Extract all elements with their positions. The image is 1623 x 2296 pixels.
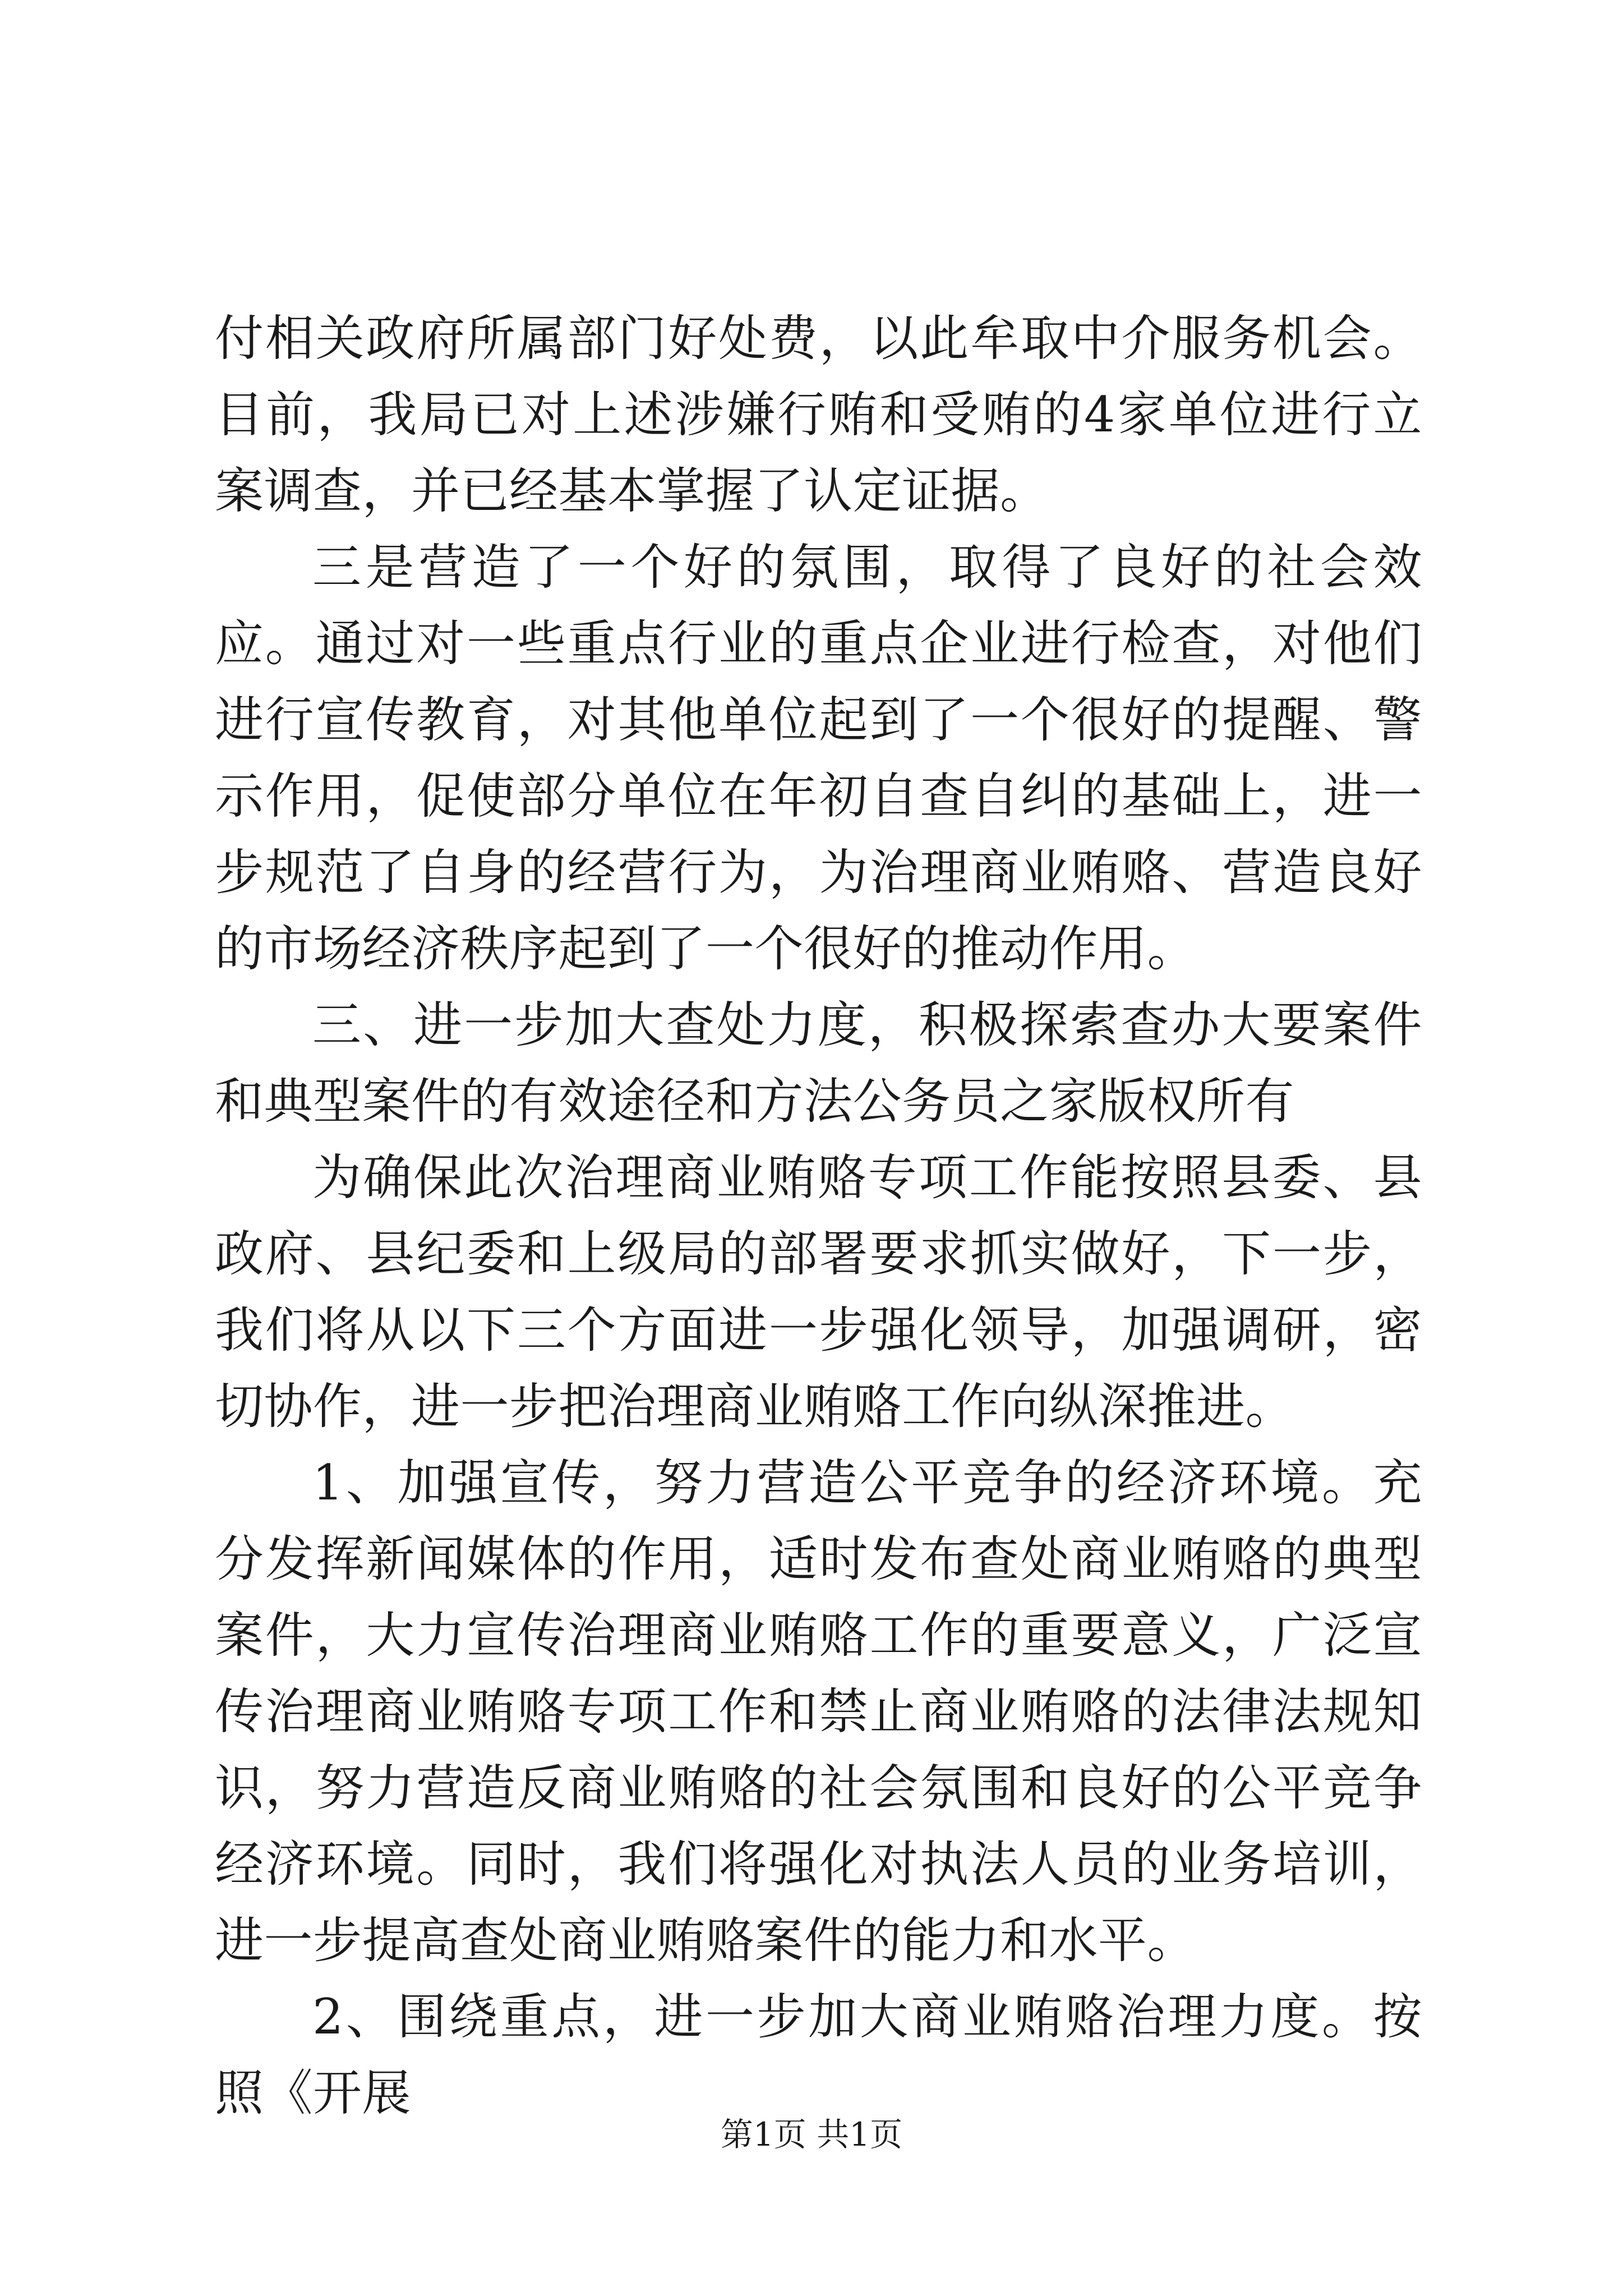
paragraph-continuation: 付相关政府所属部门好处费，以此牟取中介服务机会。目前，我局已对上述涉嫌行贿和受贿的4家单位进行立案调查，并已经基本掌握了认定证据。 bbox=[215, 310, 1422, 519]
document-body bbox=[215, 300, 1422, 2131]
paragraph-next-steps: 为确保此次治理商业贿赂专项工作能按照县委、县政府、县纪委和上级局的部署要求抓实做好，下一步，我们将从以下三个方面进一步强化领导，加强调研，密切协作，进一步把治理商业贿赂工作向纵深推进。 bbox=[215, 1149, 1422, 1435]
paragraph-item-2: 2、围绕重点，进一步加大商业贿赂治理力度。按照《开展 bbox=[215, 1988, 1422, 2122]
page-footer bbox=[0, 2112, 1623, 2157]
paragraph-social-effect: 三是营造了一个好的氛围，取得了良好的社会效应。通过对一些重点行业的重点企业进行检查，对他们进行宣传教育，对其他单位起到了一个很好的提醒、警示作用，促使部分单位在年初自查自纠的基础上，进一步规范了自身的经营行为，为治理商业贿赂、营造良好的市场经济秩序起到了一个很好的推动作用。 bbox=[215, 539, 1422, 977]
page-number-indicator: 第1页 共1页 bbox=[720, 2115, 903, 2154]
paragraph-item-1: 1、加强宣传，努力营造公平竞争的经济环境。充分发挥新闻媒体的作用，适时发布查处商业贿赂的典型案件，大力宣传治理商业贿赂工作的重要意义，广泛宣传治理商业贿赂专项工作和禁止商业贿赂的法律法规知识，努力营造反商业贿赂的社会氛围和良好的公平竞争经济环境。同时，我们将强化对执法人员的业务培训，进一步提高查处商业贿赂案件的能力和水平。 bbox=[215, 1454, 1422, 1969]
section-heading-3: 三、进一步加大查处力度，积极探索查办大要案件和典型案件的有效途径和方法公务员之家版权所有 bbox=[215, 996, 1422, 1130]
